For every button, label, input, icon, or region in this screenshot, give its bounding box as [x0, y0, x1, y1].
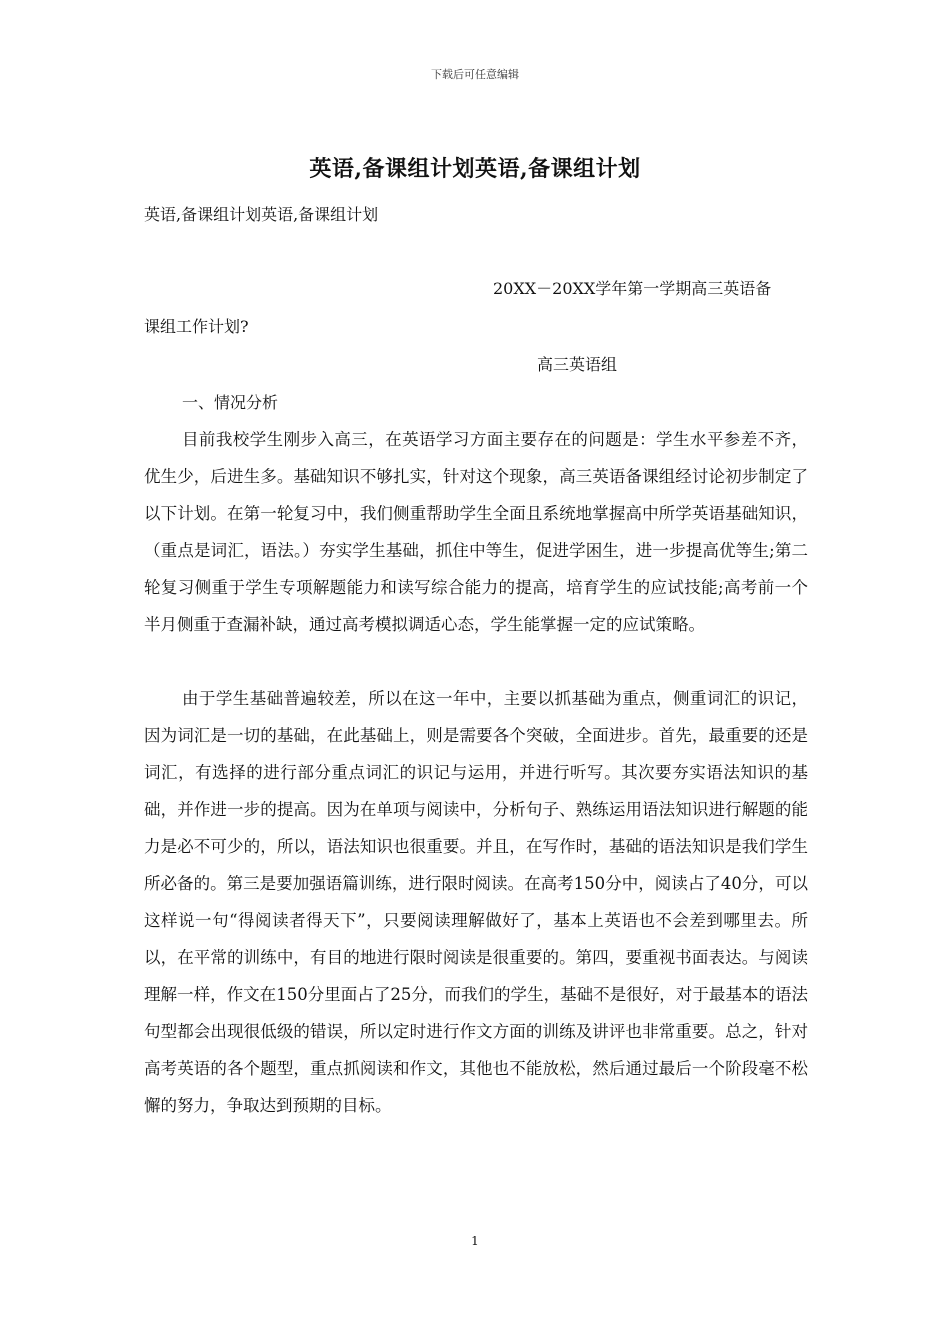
- body-paragraph: 目前我校学生刚步入高三，在英语学习方面主要存在的问题是：学生水平参差不齐，优生少，后进生多。基础知识不够扎实，针对这个现象，高三英语备课组经讨论初步制定了以下计划。在第一轮复习中，我们侧重帮助学生全面且系统地掌握高中所学英语基础知识，（重点是词汇，语法。）夯实学生基础，抓住中等生，促进学困生，进一步提高优等生;第二轮复习侧重于学生专项解题能力和读写综合能力的提高，培育学生的应试技能;高考前一个半月侧重于查漏补缺，通过高考模拟调适心态，学生能掌握一定的应试策略。: [144, 430, 808, 634]
- plan-title-line2: 课组工作计划?: [144, 317, 249, 336]
- header-note: 下载后可任意编辑: [431, 68, 519, 81]
- page-number: 1: [471, 1234, 479, 1248]
- section-heading: 一、情况分析: [182, 393, 279, 412]
- document-subtitle: 英语,备课组计划英语,备课组计划: [144, 205, 379, 224]
- body-paragraph: 由于学生基础普遍较差，所以在这一年中，主要以抓基础为重点，侧重词汇的识记，因为词汇是一切的基础，在此基础上，则是需要各个突破，全面进步。首先，最重要的还是词汇，有选择的进行部分重点词汇的识记与运用，并进行听写。其次要夯实语法知识的基础，并作进一步的提高。因为在单项与阅读中，分析句子、熟练运用语法知识进行解题的能力是必不可少的，所以，语法知识也很重要。并且，在写作时，基础的语法知识是我们学生所必备的。第三是要加强语篇训练，进行限时阅读。在高考150分中，阅读占了40分，可以这样说一句“得阅读者得天下”，只要阅读理解做好了，基本上英语也不会差到哪里去。所以，在平常的训练中，有目的地进行限时阅读是很重要的。第四，要重视书面表达。与阅读理解一样，作文在150分里面占了25分，而我们的学生，基础不是很好，对于最基本的语法句型都会出现很低级的错误，所以定时进行作文方面的训练及讲评也非常重要。总之，针对高考英语的各个题型，重点抓阅读和作文，其他也不能放松，然后通过最后一个阶段毫不松懈的努力，争取达到预期的目标。: [144, 689, 808, 1115]
- group-name: 高三英语组: [537, 355, 618, 374]
- document-title: 英语,备课组计划英语,备课组计划: [309, 156, 641, 182]
- plan-title-line1: 20XX－20XX学年第一学期高三英语备: [493, 279, 772, 298]
